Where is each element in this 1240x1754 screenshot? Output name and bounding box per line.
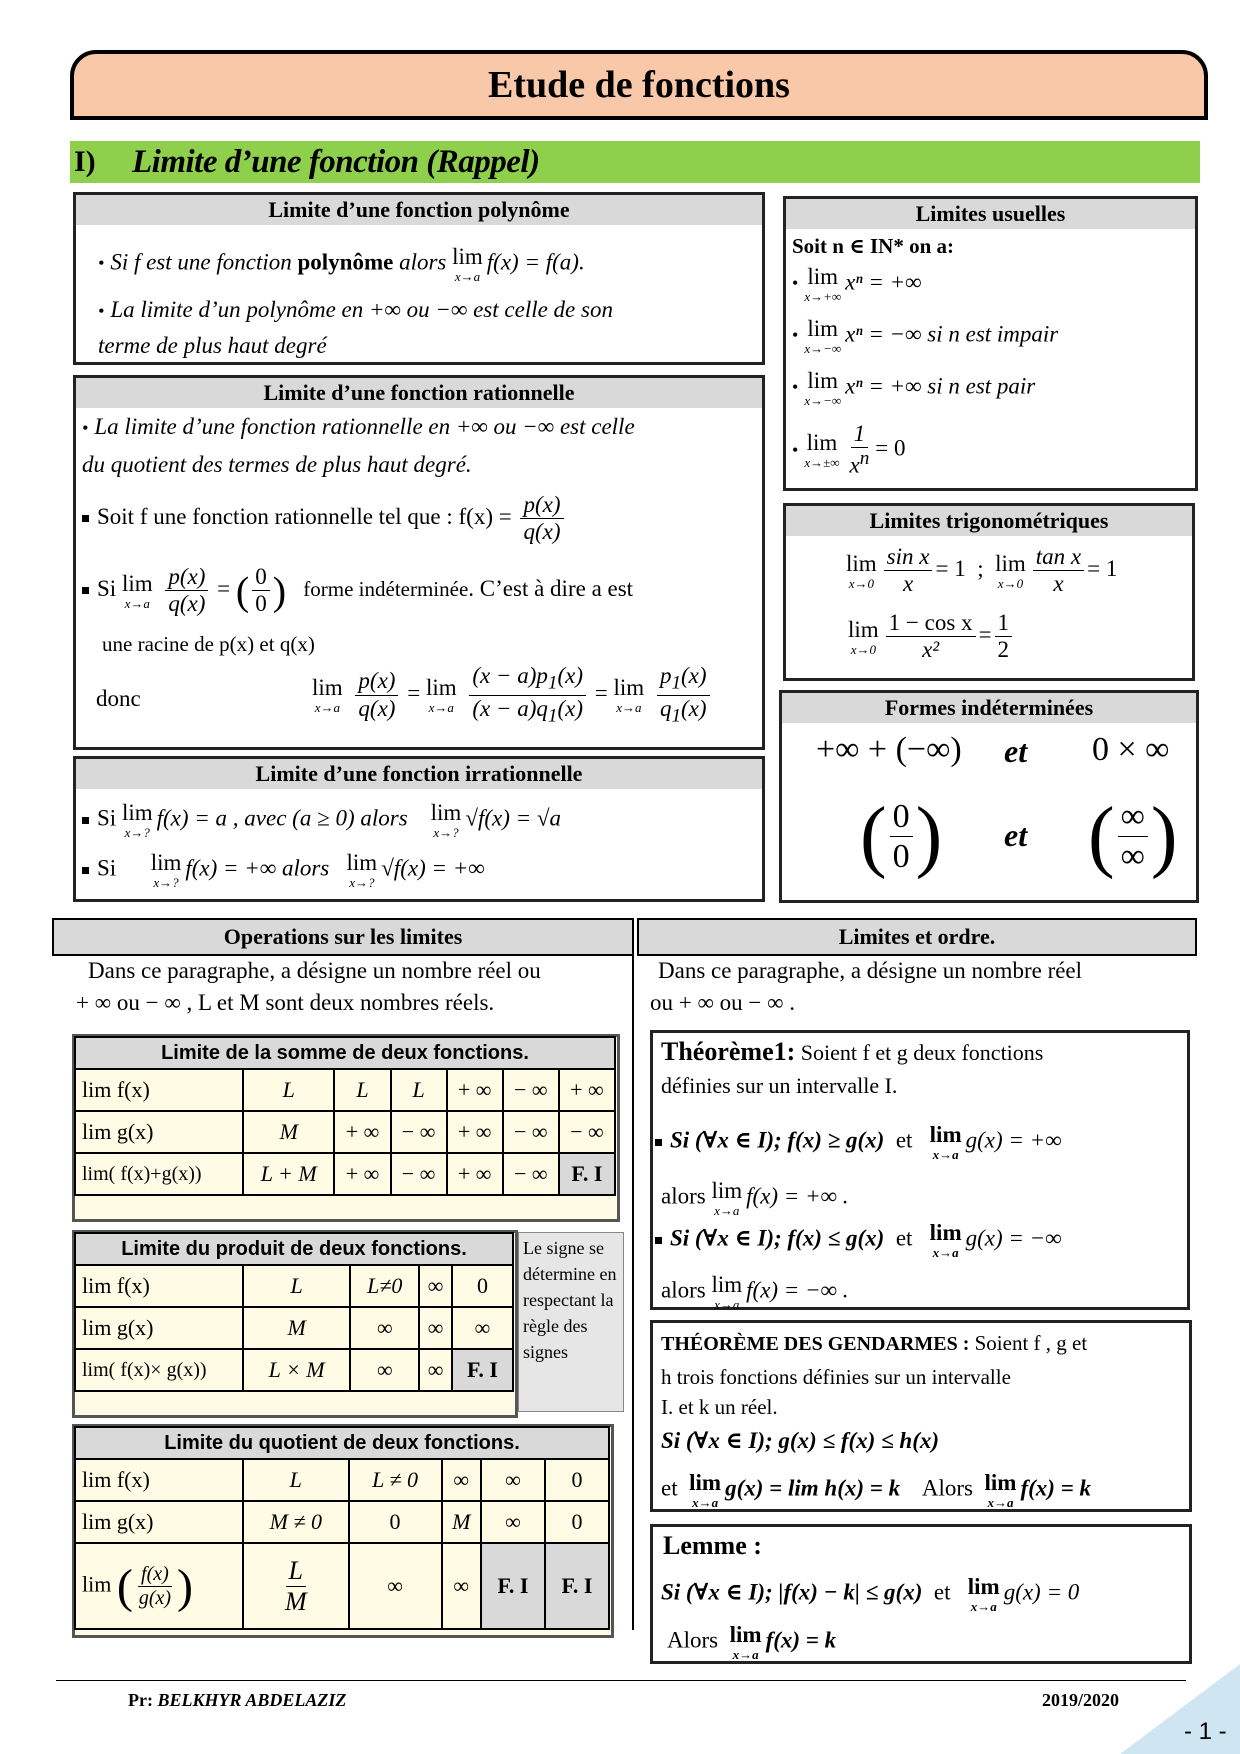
somme-table-box	[72, 1034, 620, 1222]
irrational-header: Limite d’une fonction irrationnelle	[76, 759, 762, 789]
table-row: lim f(x) L L≠0 ∞ 0	[75, 1265, 513, 1307]
trig-box	[783, 503, 1195, 681]
indet-header: Formes indéterminées	[782, 693, 1196, 723]
ordre-intro-2: ou + ∞ ou − ∞ .	[650, 990, 795, 1015]
lemme-title: Lemme :	[663, 1531, 762, 1560]
gendarmes-line2: h trois fonctions définies sur un intervalle	[661, 1365, 1011, 1389]
irrational-box	[73, 756, 765, 902]
usuelles-soit: Soit n ∈ IN* on a:	[792, 234, 954, 258]
operations-intro-1: Dans ce paragraphe, a désigne un nombre réel ou	[88, 958, 541, 983]
ordre-intro-1: Dans ce paragraphe, a désigne un nombre réel	[658, 958, 1083, 983]
indet-et-1: et	[1004, 733, 1028, 769]
table-row: lim( f(x)+g(x)) L + M + ∞ − ∞ + ∞ − ∞ F. I	[75, 1153, 615, 1195]
theoreme1-line1: Théorème1: Soient f et g deux fonctions	[661, 1037, 1044, 1066]
produit-table-box	[72, 1230, 518, 1418]
gendarmes-box	[650, 1320, 1192, 1512]
usuelles-item-3: • lim x→−∞ xⁿ = +∞ si n est pair	[792, 368, 1036, 408]
theoreme1-si2: Si (∀x ∈ I); f(x) ≤ g(x) et lim x→a g(x) = −∞	[655, 1221, 1062, 1259]
polynome-line1: • Si f est une fonction polynôme alors lim x→a f(x) = f(a).	[98, 244, 585, 284]
polynome-line2: • La limite d’un polynôme en +∞ ou −∞ est celle de son	[98, 297, 613, 322]
column-divider	[632, 918, 635, 1630]
irrational-line1: Si lim x→? f(x) = a , avec (a ≥ 0) alors lim x→? √f(x) = √a	[82, 801, 561, 839]
footer-rule	[56, 1680, 1186, 1681]
indet-f2: 0 × ∞	[1092, 731, 1170, 768]
gendarmes-cond: et lim x→a g(x) = lim h(x) = k Alors lim x→a f(x) = k	[661, 1470, 1092, 1510]
table-row: lim g(x) M + ∞ − ∞ + ∞ − ∞ − ∞	[75, 1111, 615, 1153]
section-number: I)	[74, 145, 96, 178]
trig-formula-1: lim x→0 $\frac{\text{sin x}}{x}$ = 1 ; lim x→0 $\frac{\text{tan x}}{x}$ = 1	[846, 544, 1118, 597]
polynome-line3: terme de plus haut degré	[98, 333, 327, 358]
table-cell: lim f(x)	[75, 1069, 243, 1111]
polynome-box	[73, 192, 765, 365]
gendarmes-si: Si (∀x ∈ I); g(x) ≤ f(x) ≤ h(x)	[661, 1428, 940, 1453]
footer-year: 2019/2020	[1042, 1690, 1120, 1710]
trig-formula-2: lim x→0 $\frac{\text{1 − cos x}}{\text{x²}}$ = $\frac{1}{2}$	[848, 610, 1015, 664]
rational-donc: donc	[96, 686, 141, 711]
usuelles-box	[783, 196, 1198, 491]
operations-header: Operations sur les limites	[52, 918, 634, 956]
theoreme1-line2: définies sur un intervalle I.	[661, 1073, 898, 1098]
rational-box	[73, 375, 765, 750]
lemme-alors: Alors lim x→a f(x) = k	[667, 1622, 837, 1662]
indet-f4: ( $\frac{\infty}{\infty}$ )	[1088, 792, 1178, 880]
table-row: lim g(x) M ≠ 0 0 M ∞ 0	[75, 1501, 609, 1543]
gendarmes-line3: I. et k un réel.	[661, 1395, 778, 1419]
somme-table	[74, 1036, 616, 1196]
table-row: lim f(x) L L L + ∞ − ∞ + ∞	[75, 1069, 615, 1111]
usuelles-item-1: • lim x→+∞ xⁿ = +∞	[792, 264, 922, 304]
rational-soit: Soit f une fonction rationnelle tel que : f(x) = $\frac{p(x)}{q(x)}$	[82, 492, 567, 546]
produit-table	[74, 1232, 514, 1392]
table-row: lim g(x) M ∞ ∞ ∞	[75, 1307, 513, 1349]
rational-formula: lim x→a $\frac{p(x)}{q(x)}$ = lim x→a $\frac{(x - a)p_1(x)}{(x - a)q_1(x)}$ = lim x→a $\frac{p_1(x)}{q_1(x)}$	[312, 663, 713, 727]
quotient-table	[74, 1426, 610, 1630]
usuelles-header: Limites usuelles	[786, 199, 1195, 229]
indet-f3: ( $\frac{0}{0}$ )	[860, 792, 943, 880]
indet-f1: +∞ + (−∞)	[816, 731, 962, 768]
polynome-header: Limite d’une fonction polynôme	[76, 195, 762, 225]
produit-caption: Limite du produit de deux fonctions.	[74, 1232, 514, 1264]
quotient-table-box	[72, 1424, 614, 1638]
rational-line2: du quotient des termes de plus haut degré.	[82, 452, 472, 477]
rational-si: Si lim x→a $\frac{p(x)}{q(x)}$ = ( $\frac{0}{0}$ ) forme indéterminée. C’est à dire a est	[82, 564, 633, 618]
table-row: lim ( $\frac{f(x)}{g(x)}$ ) $\frac{L}{M}$ ∞ ∞ F. I F. I	[75, 1543, 609, 1629]
rational-header: Limite d’une fonction rationnelle	[76, 378, 762, 408]
gendarmes-line1: THÉORÈME DES GENDARMES : Soient f , g et	[661, 1331, 1088, 1355]
rational-line1: • La limite d’une fonction rationnelle en +∞ ou −∞ est celle	[82, 414, 635, 439]
indet-box	[779, 690, 1199, 903]
theoreme1-alors1: alors lim x→a f(x) = +∞ .	[661, 1178, 849, 1218]
section-title: Limite d’une fonction (Rappel)	[132, 143, 540, 180]
footer-author: Pr: BELKHYR ABDELAZIZ	[128, 1690, 347, 1710]
table-row: lim f(x) L L ≠ 0 ∞ ∞ 0	[75, 1459, 609, 1501]
somme-caption: Limite de la somme de deux fonctions.	[74, 1036, 616, 1068]
irrational-line2: Si lim x→? f(x) = +∞ alors lim x→? √f(x) = +∞	[82, 851, 485, 889]
page-number: - 1 -	[1184, 1718, 1227, 1745]
table-row: lim( f(x)× g(x)) L × M ∞ ∞ F. I	[75, 1349, 513, 1391]
rational-racine: une racine de p(x) et q(x)	[102, 632, 315, 656]
usuelles-item-4: • lim x→±∞ $\frac{1}{x^n}$ = 0	[792, 421, 906, 479]
operations-intro-2: + ∞ ou − ∞ , L et M sont deux nombres réels.	[76, 990, 495, 1015]
ordre-header: Limites et ordre.	[637, 918, 1197, 956]
produit-note: Le signe se détermine en respectant la règle des signes	[518, 1232, 624, 1412]
indet-et-2: et	[1004, 817, 1028, 853]
trig-header: Limites trigonométriques	[786, 506, 1192, 536]
section-heading	[70, 141, 1200, 183]
lemme-si: Si (∀x ∈ I); |f(x) − k| ≤ g(x) et lim x→a g(x) = 0	[661, 1574, 1080, 1614]
theoreme1-box	[650, 1030, 1190, 1310]
page-title: Etude de fonctions	[70, 50, 1208, 120]
usuelles-item-2: • lim x→−∞ xⁿ = −∞ si n est impair	[792, 316, 1059, 356]
theoreme1-si1: Si (∀x ∈ I); f(x) ≥ g(x) et lim x→a g(x) = +∞	[655, 1123, 1062, 1161]
lemme-box	[650, 1524, 1192, 1664]
quotient-caption: Limite du quotient de deux fonctions.	[74, 1426, 610, 1458]
theoreme1-alors2: alors lim x→a f(x) = −∞ .	[661, 1272, 849, 1312]
